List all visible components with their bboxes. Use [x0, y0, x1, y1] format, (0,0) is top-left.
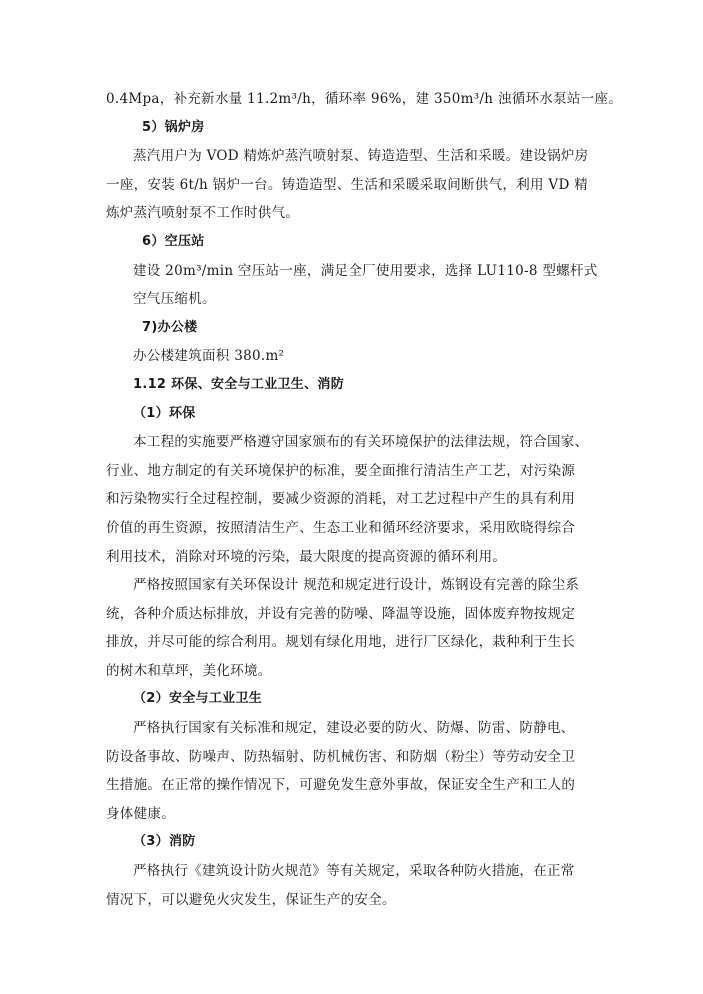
text-line: 办公楼建筑面积 380.m² — [133, 348, 285, 365]
text-line: 身体健康。 — [106, 805, 175, 822]
text-line: 炼炉蒸汽喷射泵不工作时供气。 — [106, 205, 300, 222]
text-line: 行业、地方制定的有关环境保护的标准，要全面推行清洁生产工艺，对污染源 — [106, 462, 576, 479]
section-heading-office: 7)办公楼 — [142, 319, 198, 335]
text-line: 本工程的实施要严格遵守国家颁布的有关环境保护的法律法规，符合国家、 — [133, 434, 589, 451]
text-line: 的树木和草坪，美化环境。 — [106, 662, 272, 679]
text-line: 0.4Mpa，补充新水量 11.2m³/h，循环率 96%，建 350m³/h 浊循环水泵站一座。 — [106, 91, 623, 107]
text-line: 严格执行《建筑设计防火规范》等有关规定，采取各种防火措施，在正常 — [133, 863, 575, 880]
text-line: 统，各种介质达标排放，并设有完善的防噪、降温等设施，固体废弃物按规定 — [106, 605, 576, 622]
text-line: 价值的再生资源，按照清洁生产、生态工业和循环经济要求，采用欧晓得综合 — [106, 519, 576, 536]
text-line: 一座，安装 6t/h 锅炉一台。铸造造型、生活和采暖采取间断供气，利用 VD 精 — [106, 176, 588, 193]
text-line: 防设备事故、防噪声、防热辐射、防机械伤害、和防烟（粉尘）等劳动安全卫 — [106, 748, 576, 765]
subsection-heading-fire: （3）消防 — [133, 834, 196, 850]
text-line: 严格执行国家有关标准和规定，建设必要的防火、防爆、防雷、防静电、 — [133, 720, 575, 737]
text-line: 蒸汽用户为 VOD 精炼炉蒸汽喷射泵、铸造造型、生活和采暖。建设锅炉房 — [133, 148, 589, 165]
section-heading-air-compressor: 6）空压站 — [142, 233, 205, 249]
text-line: 和污染物实行全过程控制，要减少资源的消耗，对工艺过程中产生的具有利用 — [106, 491, 576, 508]
text-line: 生措施。在正常的操作情况下，可避免发生意外事故，保证安全生产和工人的 — [106, 777, 576, 794]
text-line: 空气压缩机。 — [133, 291, 216, 308]
subsection-heading-safety: （2）安全与工业卫生 — [133, 691, 263, 707]
text-line: 排放，并尽可能的综合利用。规划有绿化用地，进行厂区绿化，栽种利于生长 — [106, 634, 576, 651]
text-line: 严格按照国家有关环保设计 规范和规定进行设计，炼钢设有完善的除尘系 — [133, 577, 580, 594]
text-line: 情况下，可以避免火灾发生，保证生产的安全。 — [106, 891, 396, 908]
section-heading-environment-safety: 1.12 环保、安全与工业卫生、消防 — [133, 376, 345, 392]
section-heading-boiler-room: 5）锅炉房 — [142, 119, 205, 135]
text-line: 利用技术，消除对环境的污染，最大限度的提高资源的循环利用。 — [106, 548, 507, 565]
document-page — [106, 85, 623, 914]
subsection-heading-environment: （1）环保 — [133, 405, 196, 421]
text-line: 建设 20m³/min 空压站一座，满足全厂使用要求，选择 LU110-8 型螺杆式 — [133, 262, 598, 279]
